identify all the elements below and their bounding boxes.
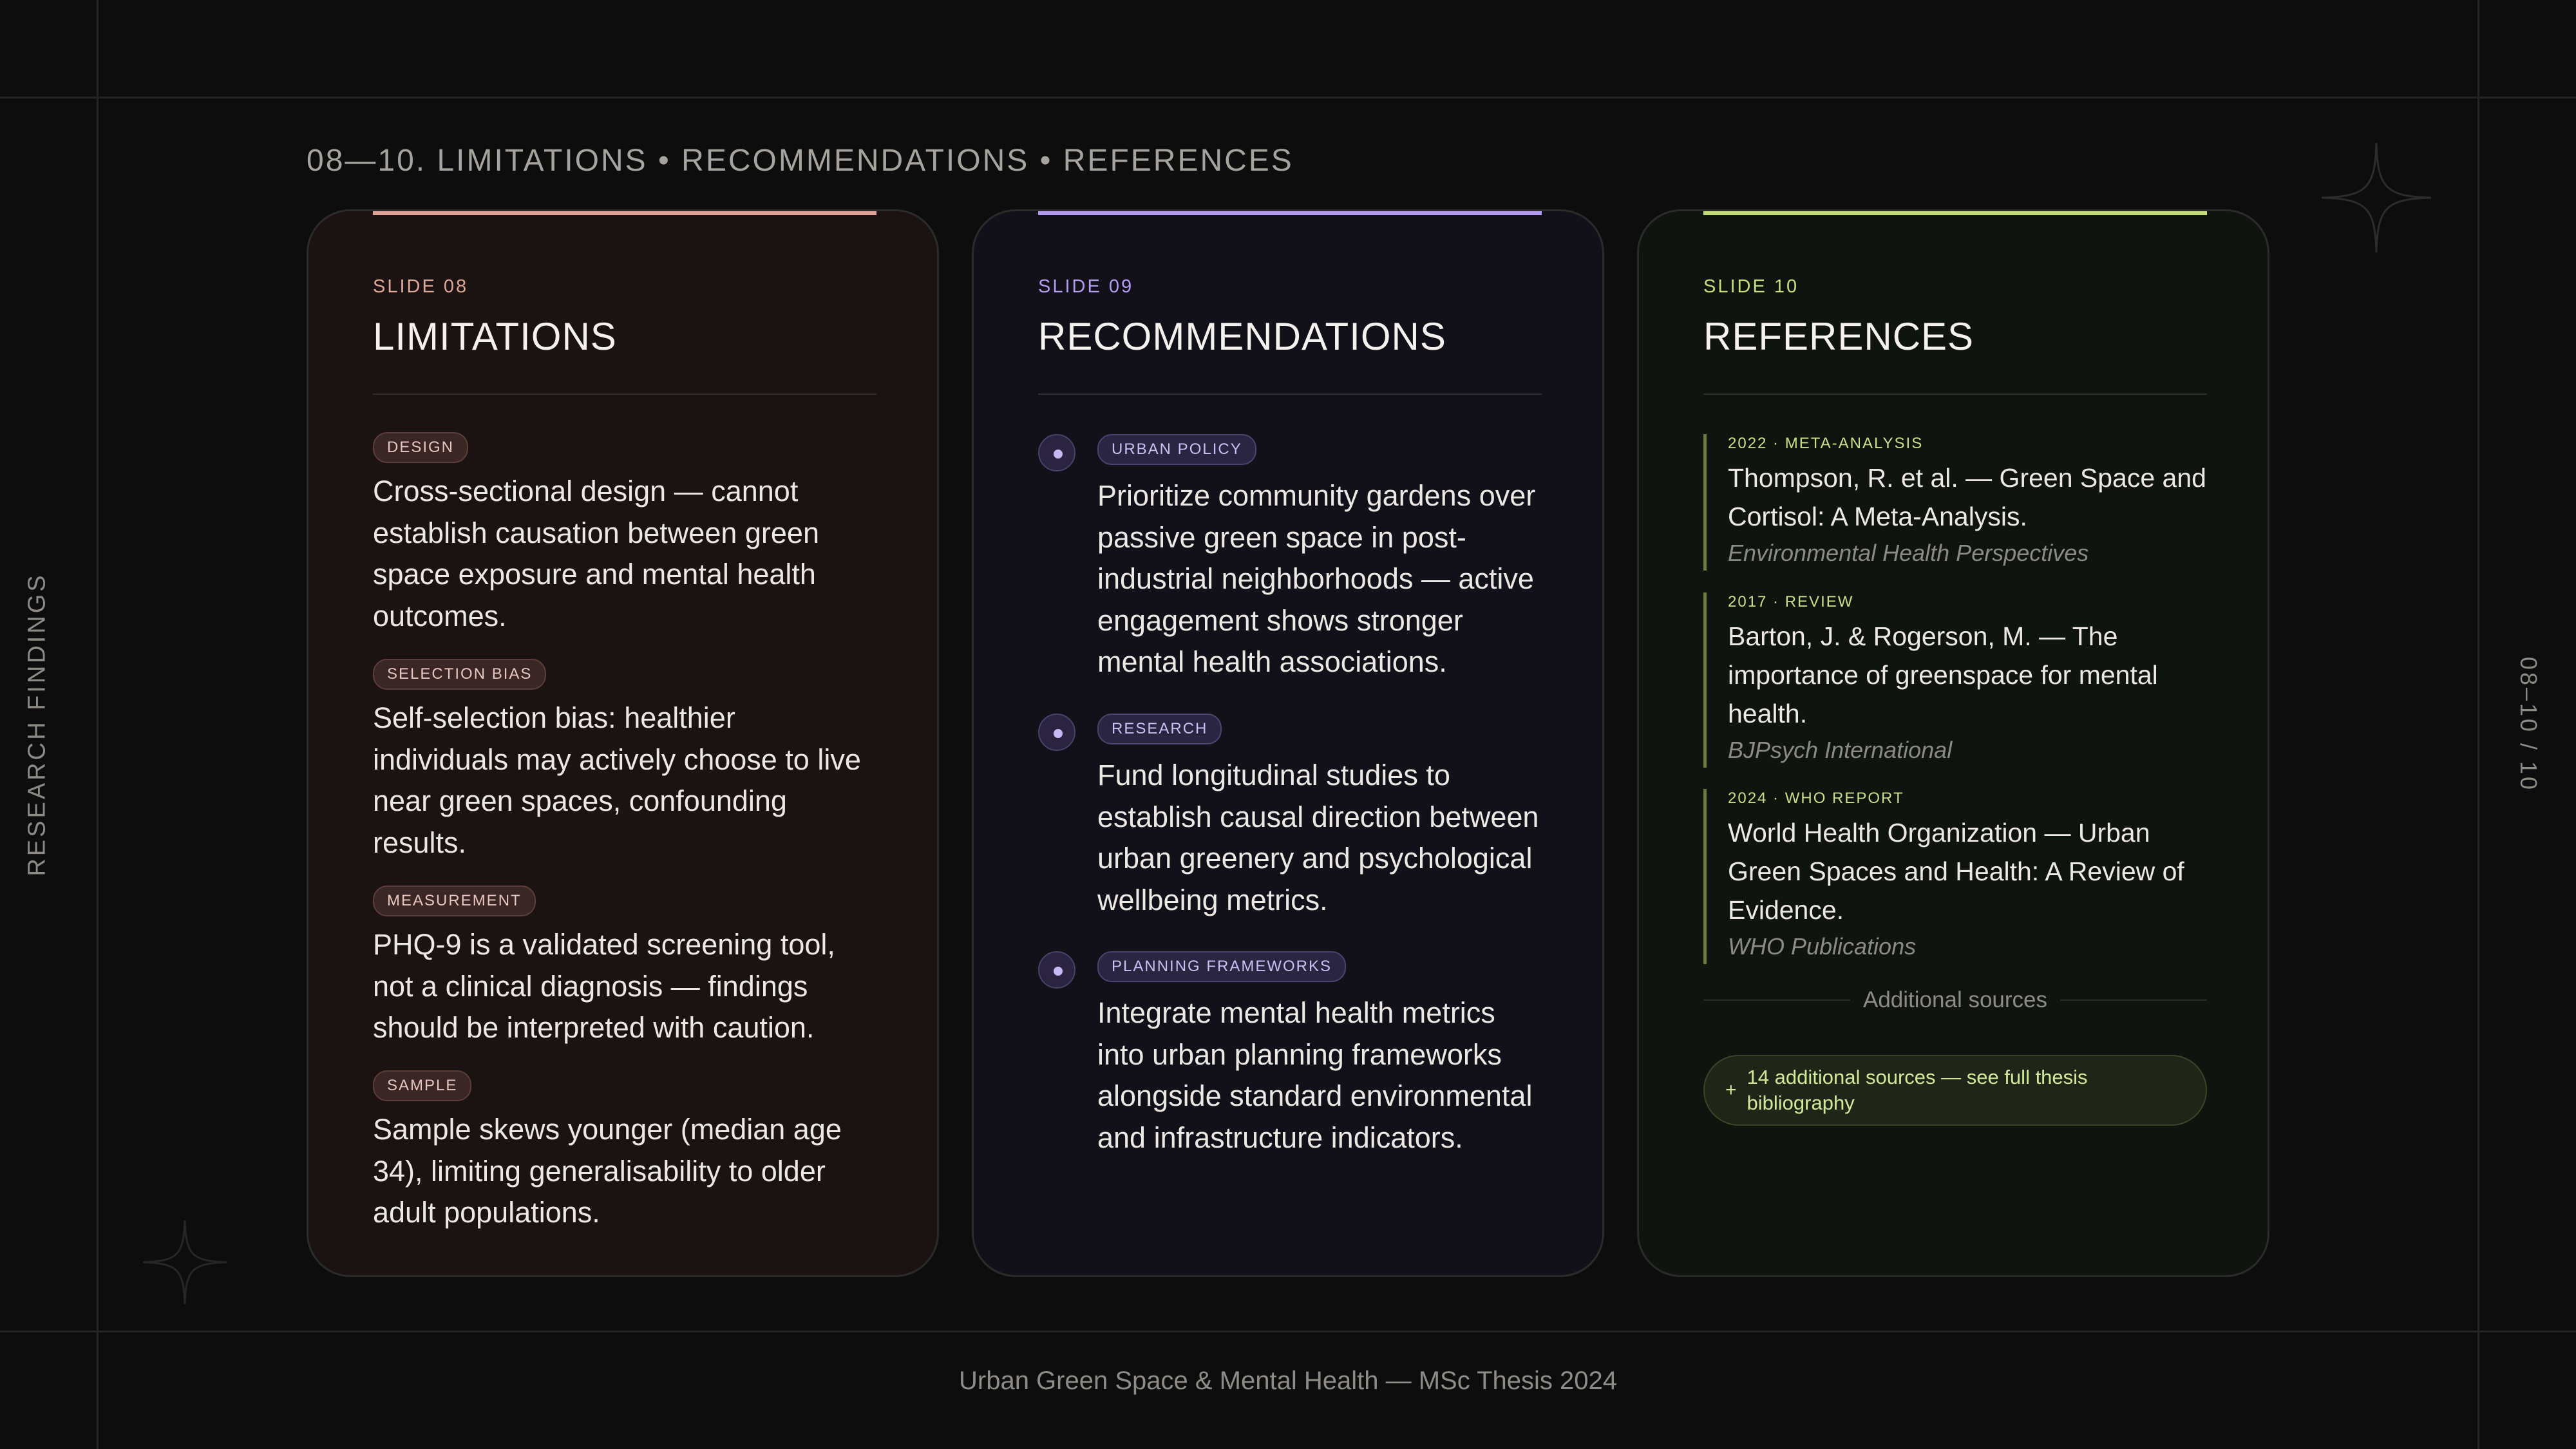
frame-line-top <box>0 97 2576 99</box>
recommendation-text: Prioritize community gardens over passive green space in post-industrial neighborhoods — active engagement shows stronger mental health associations. <box>1097 479 1536 678</box>
card-title: RECOMMENDATIONS <box>1038 315 1446 358</box>
card-title: LIMITATIONS <box>373 315 617 358</box>
slide-number: SLIDE 09 <box>1038 276 1134 297</box>
reference-item <box>1703 592 2207 768</box>
divider <box>2060 999 2207 1001</box>
section-title: 08—10. LIMITATIONS • RECOMMENDATIONS • REFERENCES <box>307 144 1294 178</box>
divider <box>1038 393 1542 395</box>
bullet-dot-icon <box>1038 434 1075 471</box>
limitation-text: Sample skews younger (median age 34), limiting generalisability to older adult populations. <box>373 1113 842 1229</box>
reference-journal: BJPsych International <box>1728 737 1953 763</box>
tag-badge: RESEARCH <box>1097 714 1222 744</box>
tag-badge: DESIGN <box>373 432 468 463</box>
limitation-item <box>373 886 876 1049</box>
tag-badge: SELECTION BIAS <box>373 659 546 690</box>
reference-item <box>1703 789 2207 964</box>
divider-label: Additional sources <box>1863 987 2047 1012</box>
frame-line-bottom <box>0 1331 2576 1332</box>
reference-journal: Environmental Health Perspectives <box>1728 540 2089 566</box>
frame-line-left <box>97 0 99 1449</box>
divider <box>1703 393 2207 395</box>
reference-title: World Health Organization — Urban Green Spaces and Health: A Review of Evidence. <box>1728 818 2184 925</box>
recommendation-text: Integrate mental health metrics into urban planning frameworks alongside standard environmental and infrastructure indicators. <box>1097 996 1533 1154</box>
bullet-dot-icon <box>1038 714 1075 751</box>
slide-number: SLIDE 10 <box>1703 276 1799 297</box>
plus-icon: + <box>1725 1079 1737 1101</box>
additional-sources-label: 14 additional sources — see full thesis bibliography <box>1747 1066 2088 1114</box>
card-accent-bar <box>1038 211 1542 215</box>
limitation-text: Cross-sectional design — cannot establish causation between green space exposure and mental health outcomes. <box>373 475 819 632</box>
additional-sources-divider <box>1703 987 2207 1013</box>
tag-badge: MEASUREMENT <box>373 886 536 916</box>
reference-meta: 2017 · REVIEW <box>1728 593 1854 611</box>
slide-counter: 08–10 / 10 <box>2515 656 2542 793</box>
sparkle-icon <box>143 1220 227 1304</box>
divider <box>373 393 876 395</box>
reference-title: Barton, J. & Rogerson, M. — The importance of greenspace for mental health. <box>1728 621 2158 728</box>
reference-title: Thompson, R. et al. — Green Space and Cortisol: A Meta-Analysis. <box>1728 463 2206 531</box>
limitation-text: Self-selection bias: healthier individuals may actively choose to live near green spaces, confounding results. <box>373 701 861 859</box>
card-accent-bar <box>1703 211 2207 215</box>
tag-badge: URBAN POLICY <box>1097 434 1256 465</box>
limitation-item <box>373 432 876 637</box>
references-card <box>1637 209 2269 1277</box>
slide-number: SLIDE 08 <box>373 276 469 297</box>
tag-badge: PLANNING FRAMEWORKS <box>1097 951 1346 982</box>
reference-meta: 2022 · META-ANALYSIS <box>1728 435 1924 452</box>
card-accent-bar <box>373 211 876 215</box>
limitation-text: PHQ-9 is a validated screening tool, not a clinical diagnosis — findings should be interpreted with caution. <box>373 928 835 1044</box>
card-title: REFERENCES <box>1703 315 1975 358</box>
side-label: RESEARCH FINDINGS <box>23 573 51 876</box>
tag-badge: SAMPLE <box>373 1070 471 1101</box>
bullet-dot-icon <box>1038 951 1075 989</box>
reference-journal: WHO Publications <box>1728 933 1917 960</box>
sparkle-icon <box>2322 143 2431 252</box>
reference-meta: 2024 · WHO REPORT <box>1728 790 1904 807</box>
recommendations-card <box>972 209 1604 1277</box>
limitation-item <box>373 659 876 864</box>
footer-caption: Urban Green Space & Mental Health — MSc Thesis 2024 <box>959 1367 1617 1395</box>
additional-sources-button[interactable] <box>1703 1055 2207 1126</box>
divider <box>1703 999 1850 1001</box>
recommendation-text: Fund longitudinal studies to establish causal direction between urban greenery and psychological wellbeing metrics. <box>1097 759 1539 916</box>
reference-item <box>1703 434 2207 571</box>
limitation-item <box>373 1070 876 1234</box>
frame-line-right <box>2477 0 2479 1449</box>
limitations-card <box>307 209 939 1277</box>
